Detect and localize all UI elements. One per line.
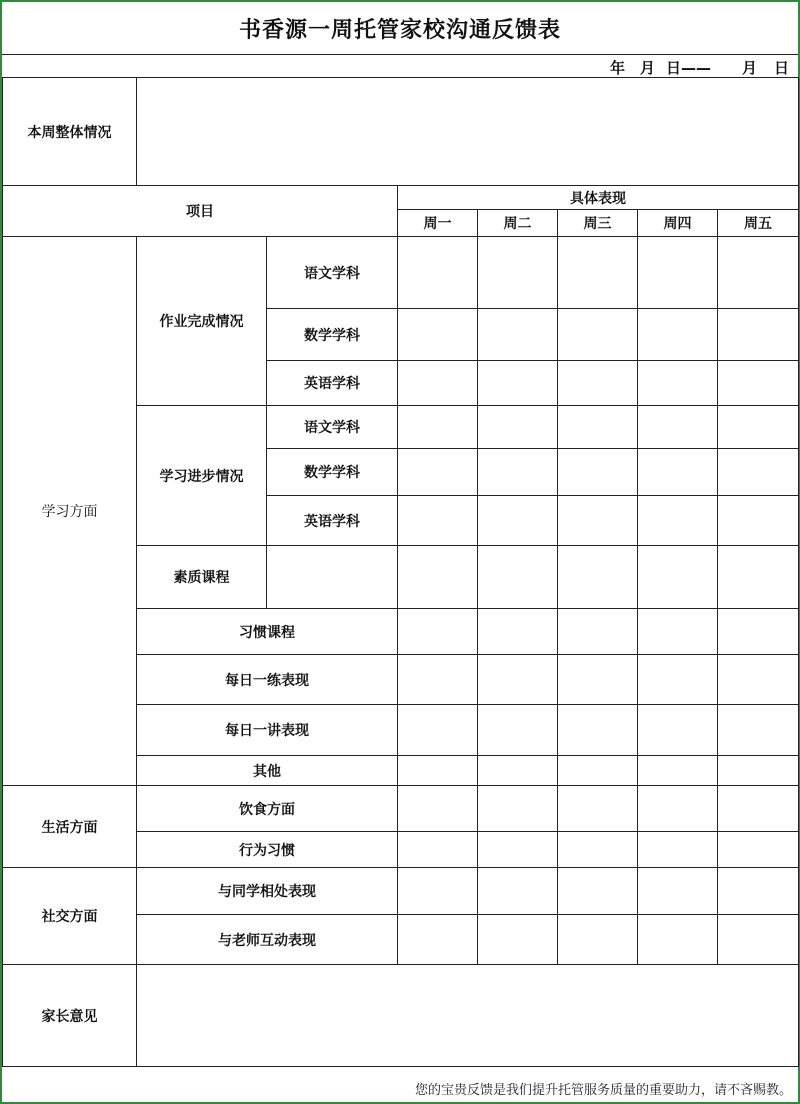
entry-cell[interactable]	[398, 406, 478, 449]
entry-cell[interactable]	[638, 309, 718, 361]
life-item-label: 饮食方面	[137, 786, 398, 832]
subject-label: 英语学科	[267, 496, 398, 546]
entry-cell[interactable]	[718, 832, 799, 868]
entry-cell[interactable]	[398, 756, 478, 786]
entry-cell[interactable]	[398, 915, 478, 965]
entry-cell[interactable]	[718, 309, 799, 361]
entry-cell[interactable]	[718, 868, 799, 915]
entry-cell[interactable]	[558, 868, 638, 915]
entry-cell[interactable]	[398, 496, 478, 546]
entry-cell[interactable]	[558, 609, 638, 655]
parent-opinion-label: 家长意见	[3, 965, 137, 1067]
entry-cell[interactable]	[398, 655, 478, 705]
quality-course-cell[interactable]	[267, 546, 398, 609]
entry-cell[interactable]	[718, 609, 799, 655]
entry-cell[interactable]	[718, 915, 799, 965]
entry-cell[interactable]	[558, 406, 638, 449]
social-section-label: 社交方面	[3, 868, 137, 965]
quality-course-label: 素质课程	[137, 546, 267, 609]
day-header: 周五	[718, 210, 799, 237]
entry-cell[interactable]	[638, 361, 718, 406]
other-label: 其他	[137, 756, 398, 786]
subject-label: 数学学科	[267, 449, 398, 496]
entry-cell[interactable]	[478, 237, 558, 309]
entry-cell[interactable]	[398, 309, 478, 361]
entry-cell[interactable]	[638, 868, 718, 915]
entry-cell[interactable]	[558, 655, 638, 705]
entry-cell[interactable]	[558, 309, 638, 361]
daily-talk-label: 每日一讲表现	[137, 705, 398, 756]
date-day-end-label: 日	[774, 59, 790, 77]
subject-label: 语文学科	[267, 237, 398, 309]
entry-cell[interactable]	[478, 705, 558, 756]
entry-cell[interactable]	[558, 756, 638, 786]
entry-cell[interactable]	[478, 868, 558, 915]
entry-cell[interactable]	[478, 655, 558, 705]
subject-label: 语文学科	[267, 406, 398, 449]
life-section-label: 生活方面	[3, 786, 137, 868]
date-year-label: 年	[610, 59, 626, 77]
entry-cell[interactable]	[718, 786, 799, 832]
date-month-start-label: 月	[640, 59, 656, 77]
homework-label: 作业完成情况	[137, 237, 267, 406]
feedback-table	[2, 77, 799, 1067]
entry-cell[interactable]	[718, 449, 799, 496]
daily-practice-label: 每日一练表现	[137, 655, 398, 705]
progress-label: 学习进步情况	[137, 406, 267, 546]
social-item-label: 与同学相处表现	[137, 868, 398, 915]
entry-cell[interactable]	[638, 237, 718, 309]
entry-cell[interactable]	[478, 832, 558, 868]
entry-cell[interactable]	[398, 361, 478, 406]
date-month-end-label: 月	[742, 59, 758, 77]
entry-cell[interactable]	[638, 496, 718, 546]
entry-cell[interactable]	[638, 756, 718, 786]
entry-cell[interactable]	[398, 832, 478, 868]
entry-cell[interactable]	[638, 546, 718, 609]
day-header: 周三	[558, 210, 638, 237]
item-header: 项目	[3, 186, 398, 237]
entry-cell[interactable]	[398, 449, 478, 496]
entry-cell[interactable]	[558, 832, 638, 868]
life-item-label: 行为习惯	[137, 832, 398, 868]
entry-cell[interactable]	[638, 786, 718, 832]
entry-cell[interactable]	[638, 705, 718, 756]
entry-cell[interactable]	[558, 496, 638, 546]
entry-cell[interactable]	[638, 449, 718, 496]
entry-cell[interactable]	[478, 496, 558, 546]
entry-cell[interactable]	[558, 361, 638, 406]
form-title: 书香源一周托管家校沟通反馈表	[238, 17, 561, 43]
entry-cell[interactable]	[718, 705, 799, 756]
entry-cell[interactable]	[478, 609, 558, 655]
overall-label: 本周整体情况	[3, 78, 137, 186]
footer-note: 您的宝贵反馈是我们提升托管服务质量的重要助力，请不吝赐教。	[414, 1083, 792, 1098]
entry-cell[interactable]	[718, 237, 799, 309]
entry-cell[interactable]	[478, 406, 558, 449]
study-section-label: 学习方面	[3, 237, 137, 786]
entry-cell[interactable]	[558, 705, 638, 756]
entry-cell[interactable]	[398, 868, 478, 915]
day-header: 周四	[638, 210, 718, 237]
entry-cell[interactable]	[558, 546, 638, 609]
entry-cell[interactable]	[558, 449, 638, 496]
entry-cell[interactable]	[478, 756, 558, 786]
day-header: 周二	[478, 210, 558, 237]
entry-cell[interactable]	[398, 237, 478, 309]
entry-cell[interactable]	[718, 361, 799, 406]
entry-cell[interactable]	[718, 655, 799, 705]
entry-cell[interactable]	[718, 496, 799, 546]
entry-cell[interactable]	[558, 786, 638, 832]
entry-cell[interactable]	[478, 449, 558, 496]
entry-cell[interactable]	[478, 361, 558, 406]
subject-label: 数学学科	[267, 309, 398, 361]
entry-cell[interactable]	[398, 546, 478, 609]
entry-cell[interactable]	[478, 786, 558, 832]
performance-header: 具体表现	[398, 186, 799, 210]
entry-cell[interactable]	[478, 546, 558, 609]
entry-cell[interactable]	[718, 546, 799, 609]
entry-cell[interactable]	[398, 705, 478, 756]
entry-cell[interactable]	[718, 406, 799, 449]
entry-cell[interactable]	[478, 915, 558, 965]
day-header: 周一	[398, 210, 478, 237]
habit-course-label: 习惯课程	[137, 609, 398, 655]
entry-cell[interactable]	[718, 756, 799, 786]
entry-cell[interactable]	[558, 915, 638, 965]
entry-cell[interactable]	[638, 406, 718, 449]
entry-cell[interactable]	[638, 609, 718, 655]
entry-cell[interactable]	[638, 832, 718, 868]
entry-cell[interactable]	[638, 655, 718, 705]
entry-cell[interactable]	[638, 915, 718, 965]
date-day-start-label: 日——	[666, 59, 712, 77]
social-item-label: 与老师互动表现	[137, 915, 398, 965]
parent-opinion-cell[interactable]	[137, 965, 799, 1067]
entry-cell[interactable]	[478, 309, 558, 361]
entry-cell[interactable]	[398, 786, 478, 832]
date-range-row	[2, 54, 798, 79]
entry-cell[interactable]	[558, 237, 638, 309]
entry-cell[interactable]	[398, 609, 478, 655]
overall-cell[interactable]	[137, 78, 799, 186]
subject-label: 英语学科	[267, 361, 398, 406]
